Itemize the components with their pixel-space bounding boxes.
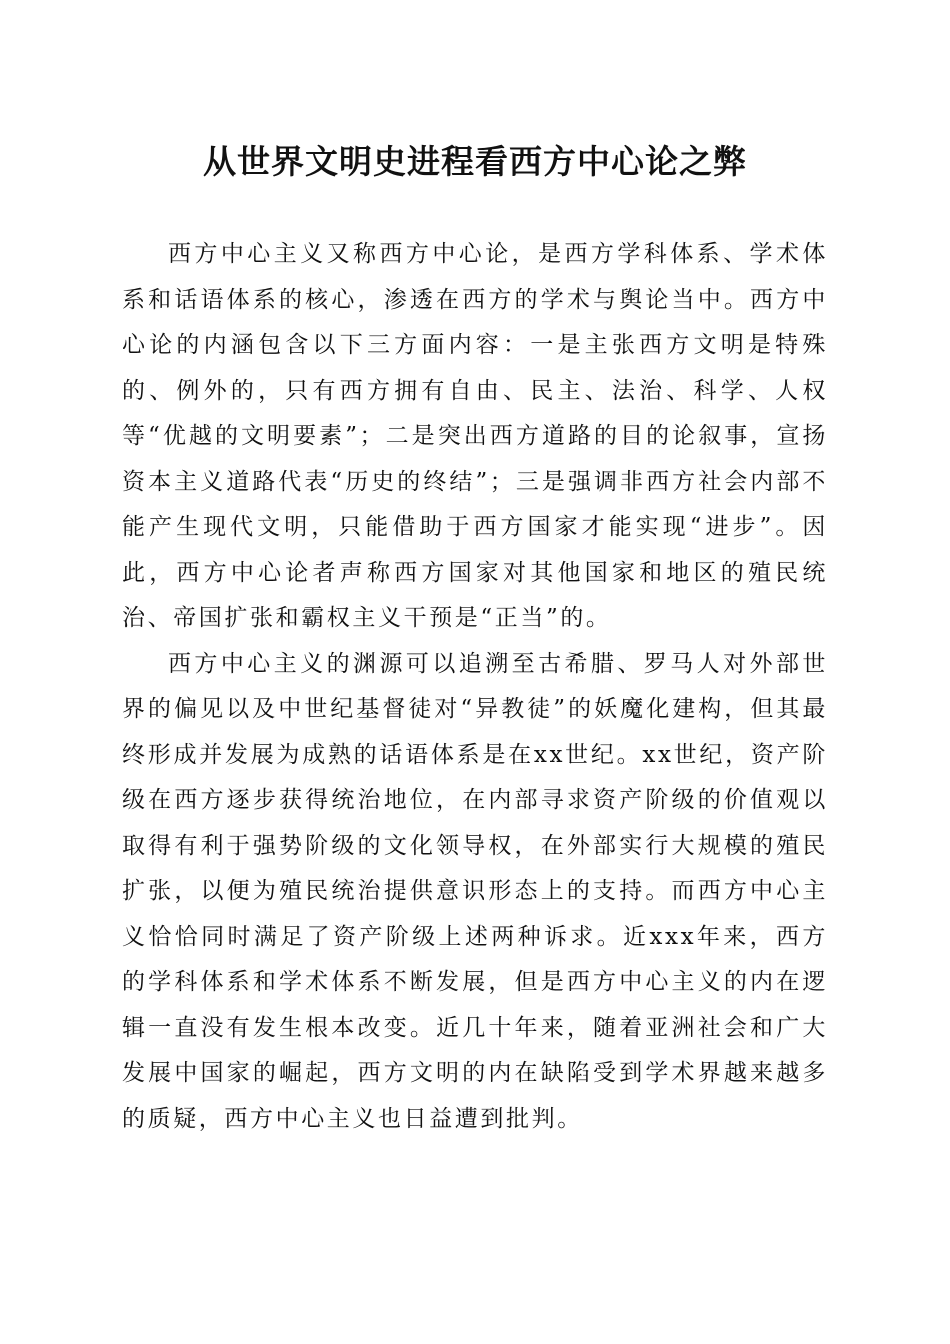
paragraph-1: 西方中心主义又称西方中心论，是西方学科体系、学术体系和话语体系的核心，渗透在西方的学术与舆论当中。西方中心论的内涵包含以下三方面内容：一是主张西方文明是特殊的、例外的，只有西方拥有自由、民主、法治、科学、人权等“优越的文明要素”；二是突出西方道路的目的论叙事，宣扬资本主义道路代表“历史的终结”；三是强调非西方社会内部不能产生现代文明，只能借助于西方国家才能实现“进步”。因此，西方中心论者声称西方国家对其他国家和地区的殖民统治、帝国扩张和霸权主义干预是“正当”的。 (122, 241, 828, 631)
document-title: 从世界文明史进程看西方中心论之弊 (203, 142, 747, 181)
paragraph-2: 西方中心主义的渊源可以追溯至古希腊、罗马人对外部世界的偏见以及中世纪基督徒对“异教徒”的妖魔化建构，但其最终形成并发展为成熟的话语体系是在xx世纪。xx世纪，资产阶级在西方逐步获得统治地位，在内部寻求资产阶级的价值观以取得有利于强势阶级的文化领导权，在外部实行大规模的殖民扩张，以便为殖民统治提供意识形态上的支持。而西方中心主义恰恰同时满足了资产阶级上述两种诉求。近xxx年来，西方的学科体系和学术体系不断发展，但是西方中心主义的内在逻辑一直没有发生根本改变。近几十年来，随着亚洲社会和广大发展中国家的崛起，西方文明的内在缺陷受到学术界越来越多的质疑，西方中心主义也日益遭到批判。 (122, 650, 828, 1132)
document-body (122, 232, 828, 1142)
